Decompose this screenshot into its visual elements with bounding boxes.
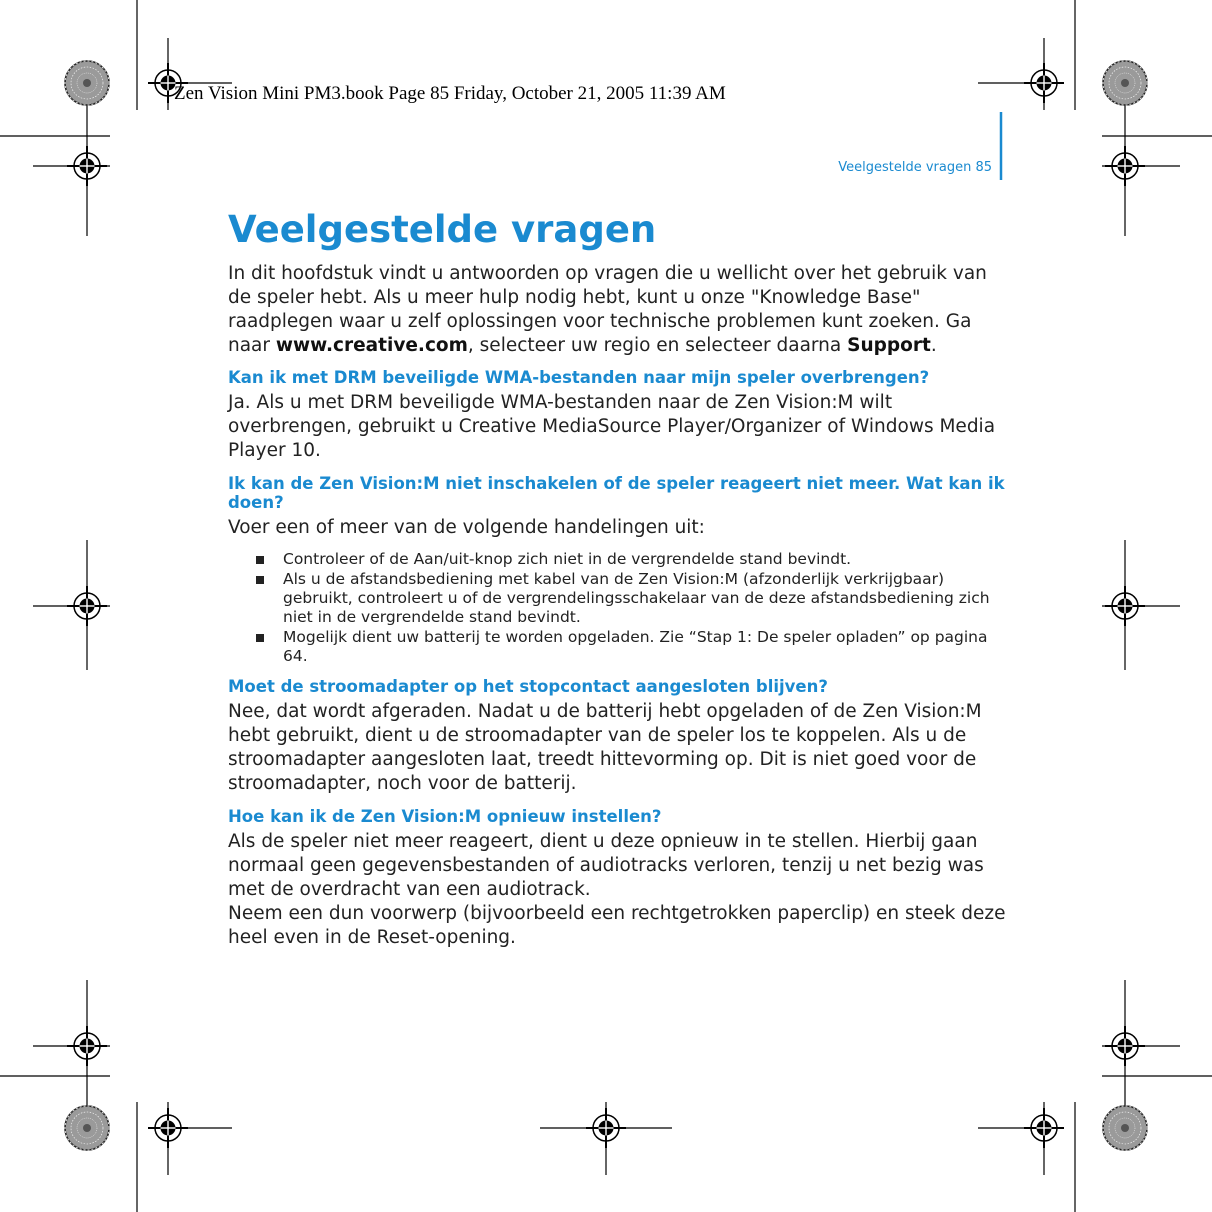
faq-question: Moet de stroomadapter op het stopcontact aangesloten blijven? bbox=[228, 677, 828, 696]
faq-item-adapter bbox=[228, 677, 1008, 796]
intro-paragraph bbox=[228, 262, 1008, 358]
troubleshoot-list bbox=[228, 550, 1008, 666]
intro-text-end: . bbox=[930, 335, 937, 356]
list-item: Mogelijk dient uw batterij te worden opgeladen. Zie “Stap 1: De speler opladen” op pagina 64. bbox=[256, 628, 1008, 666]
faq-question: Hoe kan ik de Zen Vision:M opnieuw instellen? bbox=[228, 807, 662, 826]
faq-answer-continued: Neem een dun voorwerp (bijvoorbeeld een rechtgetrokken paperclip) en steek deze heel even in de Reset-opening. bbox=[228, 903, 1006, 948]
faq-item-drm bbox=[228, 368, 1008, 463]
faq-item-power bbox=[228, 474, 1008, 666]
faq-answer: Voer een of meer van de volgende handelingen uit: bbox=[228, 517, 705, 538]
print-slug: Zen Vision Mini PM3.book Page 85 Friday, October 21, 2005 11:39 AM bbox=[174, 83, 726, 104]
intro-text: In dit hoofdstuk vindt u antwoorden op vragen die u wellicht over het gebruik van de speler hebt. Als u meer hulp nodig hebt, kunt u onze "Knowledge Base" raadplegen waar u zelf oplossingen voor technische problemen kunt zoeken. Ga naar bbox=[228, 263, 987, 356]
faq-answer: Ja. Als u met DRM beveiligde WMA-bestanden naar de Zen Vision:M wilt overbrengen, gebruikt u Creative MediaSource Player/Organizer of Windows Media Player 10. bbox=[228, 392, 996, 461]
faq-answer: Als de speler niet meer reageert, dient u deze opnieuw in te stellen. Hierbij gaan normaal geen gegevensbestanden of audiotracks verloren, tenzij u net bezig was met de overdracht van een audiotrack. bbox=[228, 831, 984, 900]
list-item: Controleer of de Aan/uit-knop zich niet in de vergrendelde stand bevindt. bbox=[256, 550, 1008, 569]
faq-answer: Nee, dat wordt afgeraden. Nadat u de batterij hebt opgeladen of de Zen Vision:M hebt gebruikt, dient u de stroomadapter van de speler los te koppelen. Als u de stroomadapter aangesloten laat, treedt hittevorming op. Dit is niet goed voor de stroomadapter, noch voor de batterij. bbox=[228, 701, 982, 794]
main-content bbox=[228, 208, 1008, 961]
faq-item-reset bbox=[228, 807, 1008, 950]
website-link[interactable]: www.creative.com bbox=[275, 335, 468, 356]
intro-text-middle: , selecteer uw regio en selecteer daarna bbox=[467, 335, 848, 356]
faq-question: Kan ik met DRM beveiligde WMA-bestanden naar mijn speler overbrengen? bbox=[228, 368, 930, 387]
page-title: Veelgestelde vragen bbox=[228, 208, 657, 251]
running-head: Veelgestelde vragen 85 bbox=[838, 160, 992, 175]
list-item: Als u de afstandsbediening met kabel van de Zen Vision:M (afzonderlijk verkrijgbaar) gebruikt, controleert u of de vergrendelingsschakelaar van de deze afstandsbediening zich niet in de vergrendelde stand bevindt. bbox=[256, 570, 1008, 627]
faq-question: Ik kan de Zen Vision:M niet inschakelen of de speler reageert niet meer. Wat kan ik doen? bbox=[228, 474, 1005, 512]
support-label: Support bbox=[847, 335, 931, 356]
